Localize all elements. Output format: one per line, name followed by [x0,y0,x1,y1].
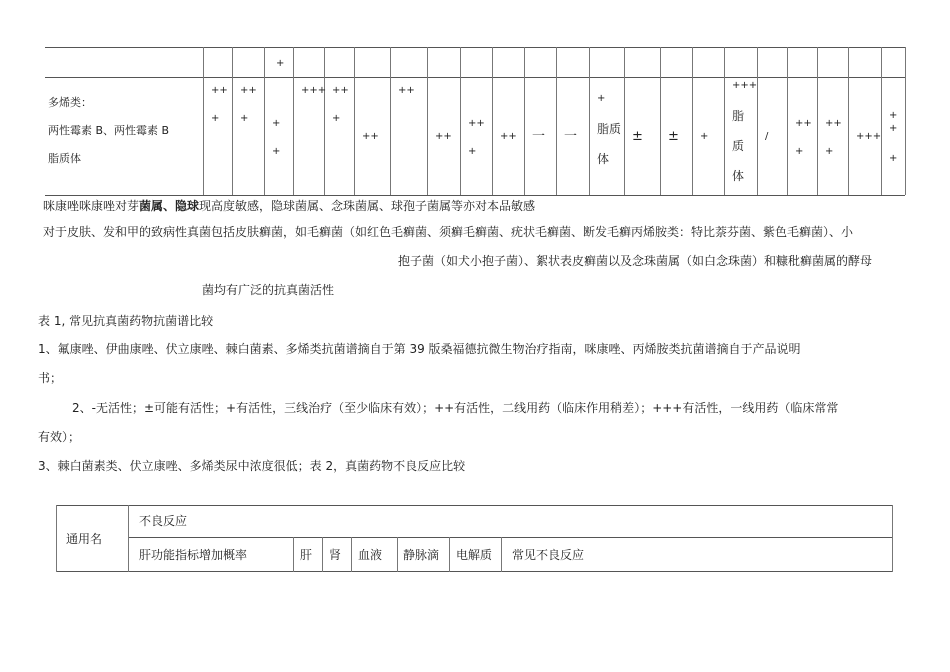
table1-caption: 表 1, 常见抗真菌药物抗菌谱比较 [38,314,214,328]
table-column-divider [817,47,818,195]
spectrum-mark: + [825,146,834,157]
table-column-divider [624,47,625,195]
spectrum-mark: +++ [856,131,882,142]
row0-mark: + [276,58,285,69]
table-column-divider [324,47,325,195]
spectrum-mark: ++ [825,118,842,129]
spectrum-mark: / [765,131,769,142]
spectrum-mark: ± [668,129,679,144]
spectrum-mark: +++ [732,80,758,91]
text-line-4: 菌均有广泛的抗真菌活性 [202,283,335,297]
col-divider [322,537,323,572]
header-common: 常见不良反应 [512,548,585,562]
table-column-divider [692,47,693,195]
spectrum-mark: +++ [301,85,327,96]
spectrum-mark: + [332,113,341,124]
spectrum-mark: + [240,113,249,124]
drug-name-label: 两性霉素 B、两性霉素 B [48,124,170,137]
header-liver-index: 肝功能指标增加概率 [139,548,248,562]
table-border-top [45,47,905,48]
col-divider [351,537,352,572]
table-column-divider [293,47,294,195]
spectrum-mark: ++ [332,85,349,96]
note-2: 2、-无活性；±可能有活性；+有活性，三线治疗（至少临床有效）；++有活性，二线用药（临床作用稍差）；+++有活性，一线用药（临床常常 [72,401,839,415]
text-line-1b: 菌属、隐球 [139,199,200,213]
drug-form-label: 脂质体 [48,152,81,165]
text-line-1 [43,198,535,214]
table-column-divider [492,47,493,195]
spectrum-mark: 一 [564,129,578,144]
spectrum-mark: ++ [211,85,228,96]
spectrum-mark: + [889,153,898,164]
table-column-divider [724,47,725,195]
spectrum-mark: ++ [468,118,485,129]
text-line-2: 对于皮肤、发和甲的致病性真菌包括皮肤癣菌，如毛癣菌（如红色毛癣菌、须癣毛癣菌、疣状毛癣菌、断发毛癣丙烯胺类：特比萘芬菌、紫色毛癣菌）、小 [43,225,854,239]
adverse-border-right [892,505,893,572]
spectrum-mark: 质 [732,139,745,153]
table-column-divider [660,47,661,195]
table-column-divider [524,47,525,195]
spectrum-mark: 一 [532,129,546,144]
note-2-cont: 有效）； [38,430,81,444]
header-kidney: 肾 [329,548,342,562]
spectrum-mark: + [795,146,804,157]
spectrum-mark: ± [632,129,643,144]
adverse-row-divider [128,537,893,538]
spectrum-mark: 脂质 [597,122,622,136]
adverse-border-bottom [56,571,893,572]
header-liver: 肝 [300,548,313,562]
spectrum-mark: ++ [500,131,517,142]
text-line-1c: 现高度敏感，隐球菌属、念珠菌属、球孢子菌属等亦对本品敏感 [199,199,536,213]
table-column-divider [757,47,758,195]
table-column-divider [787,47,788,195]
note-3: 3、棘白菌素类、伏立康唑、多烯类尿中浓度很低；表 2，真菌药物不良反应比较 [38,459,466,473]
adverse-border-top [56,505,893,506]
table-border-bottom [45,195,905,196]
header-electrolyte: 电解质 [456,548,493,562]
table-column-divider [589,47,590,195]
spectrum-mark: + [597,93,606,104]
spectrum-mark: + [889,123,898,134]
spectrum-mark: 体 [732,169,745,183]
text-line-1a: 咪康唑咪康唑对芽 [43,199,140,213]
adverse-header: 不良反应 [139,514,188,528]
note-1: 1、氟康唑、伊曲康唑、伏立康唑、棘白菌素、多烯类抗菌谱摘自于第 39 版桑福德抗微生物治疗指南，咪康唑、丙烯胺类抗菌谱摘自于产品说明 [38,342,801,356]
spectrum-mark: ++ [435,131,452,142]
table-row-divider [45,77,905,78]
col-divider [397,537,398,572]
col-divider [501,537,502,572]
table-column-divider [881,47,882,195]
table-column-divider [390,47,391,195]
spectrum-mark: ++ [795,118,812,129]
spectrum-mark: + [468,146,477,157]
col-divider [293,537,294,572]
table-column-divider [905,47,906,195]
generic-name-header: 通用名 [66,532,103,546]
text-line-3: 抱子菌（如犬小抱子菌）、絮状表皮癣菌以及念珠菌属（如白念珠菌）和糠秕癣菌属的酵母 [398,254,873,268]
adverse-border-left [56,505,57,572]
col-divider [449,537,450,572]
table-column-divider [264,47,265,195]
spectrum-mark: ++ [398,85,415,96]
table-column-divider [232,47,233,195]
adverse-divider [128,505,129,572]
table-column-divider [354,47,355,195]
note-1-cont: 书； [38,371,63,385]
spectrum-mark: + [272,118,281,129]
table-column-divider [203,47,204,195]
spectrum-mark: 体 [597,152,610,166]
spectrum-mark: + [211,113,220,124]
table-column-divider [427,47,428,195]
table-column-divider [848,47,849,195]
header-iv: 静脉滴 [403,548,440,562]
spectrum-mark: ++ [240,85,257,96]
table-column-divider [556,47,557,195]
spectrum-mark: + [889,110,898,121]
table-column-divider [460,47,461,195]
header-blood: 血液 [358,548,383,562]
drug-class-label: 多烯类： [48,96,92,109]
spectrum-mark: 脂 [732,109,745,123]
spectrum-mark: + [700,131,709,142]
spectrum-mark: + [272,146,281,157]
spectrum-mark: ++ [362,131,379,142]
